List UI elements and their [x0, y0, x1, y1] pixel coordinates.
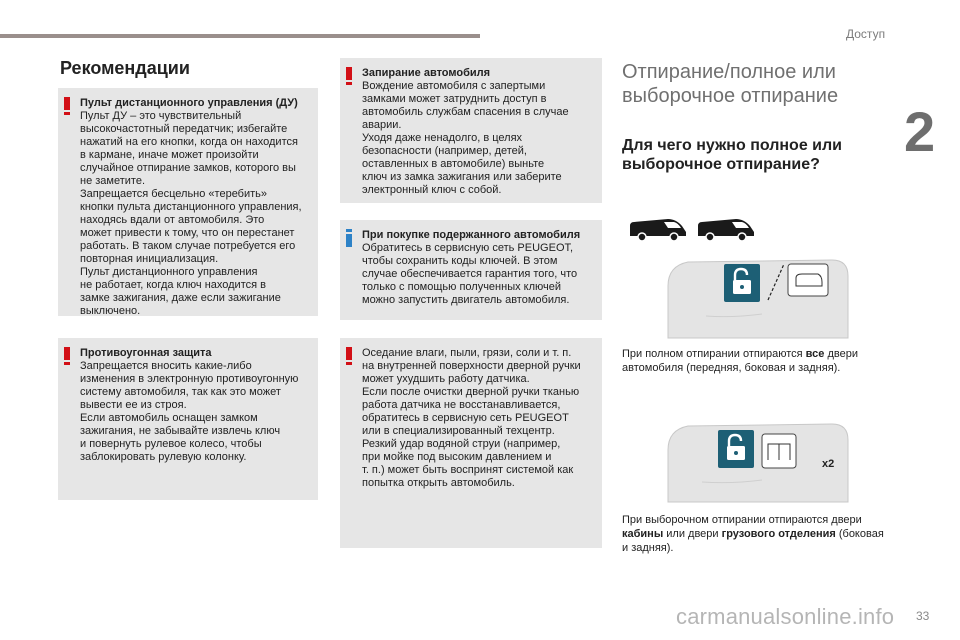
box-title: Противоугонная защита	[80, 347, 212, 359]
warning-mark-icon	[346, 67, 352, 85]
box-body: Оседание влаги, пыли, грязи, соли и т. п. на внутренней поверхности дверной ручки может ухудшить работу датчика. Если после очистки дверной ручки тканью работа датчика не восстанавливается, обратитесь в сервисную сеть PEUGEOT или в специализированный техцентр. Резкий удар водяной струи (например, при мойке под высоким давлением и т. п.) может быть воспринят системой как попытка открыть автомобиль.	[362, 347, 581, 489]
box-title: При покупке подержанного автомобиля	[362, 229, 581, 241]
box-body: Запрещается вносить какие-либо изменения в электронную противоугонную систему автомобиля, так как это может вывести ее из строя. Если автомобиль оснащен замком зажигания, не забывайте извлечь ключ и повернуть рулевое колесо, чтобы заблокировать рулевую колонку.	[80, 360, 299, 463]
box-body: Обратитесь в сервисную сеть PEUGEOT, чтобы сохранить коды ключей. В этом случае обеспечивается гарантия того, что только с помощью полученных ключей можно запустить двигатель автомобиля.	[362, 242, 578, 306]
full-unlocking-illustration	[662, 256, 852, 340]
van-icon	[698, 219, 754, 241]
box-body: Вождение автомобиля с запертыми замками может затруднить доступ в автомобиль службам спасения в случае аварии. Уходя даже ненадолго, в целях безопасности (например, детей, оставленных в автомобиле) выньте ключ из замка зажигания или заберите электронный ключ с собой.	[362, 80, 569, 196]
unlocking-subheading: Для чего нужно полное или выборочное отпирание?	[622, 137, 843, 173]
box-body: Пульт ДУ – это чувствительный высокочастотный передатчик; избегайте нажатий на его кнопки, когда он находится в кармане, иначе может произойти случайное отпирание замков, которого вы не заметите. Запрещается бесцельно «теребить» кнопки пульта дистанционного управления, находясь вдали от автомобиля. Это может привести к тому, что он перестанет работать. В таком случае потребуется его повторная инициализация. Пульт дистанционного управления не работает, когда ключ находится в замке зажигания, даже если зажигание выключено.	[80, 110, 302, 317]
selective-unlocking-caption: При выборочном отпирании отпираются двери кабины или двери грузового отделения (боковая и задняя).	[622, 514, 884, 554]
box-title: Пульт дистанционного управления (ДУ)	[80, 97, 298, 109]
recommendations-title: Рекомендации	[60, 58, 190, 78]
chapter-number: 2	[904, 100, 936, 163]
van-icon	[630, 219, 686, 241]
info-box-used-car	[340, 220, 602, 320]
header-bar	[0, 34, 480, 38]
warning-mark-icon	[346, 347, 352, 365]
warning-mark-icon	[64, 97, 70, 115]
watermark: carmanualsonline.info	[676, 604, 895, 629]
box-title: Запирание автомобиля	[362, 67, 491, 79]
warning-box-remote	[58, 88, 318, 316]
info-mark-icon	[346, 229, 352, 247]
selective-unlocking-illustration	[662, 420, 852, 504]
warning-box-locking	[340, 58, 602, 203]
van-icons	[628, 214, 768, 244]
full-unlocking-caption: При полном отпирании отпираются все двери автомобиля (передняя, боковая и задняя).	[622, 348, 858, 374]
page-number: 33	[916, 609, 930, 623]
unlocking-heading: Отпирание/полное или выборочное отпирание	[622, 61, 839, 107]
warning-box-antitheft	[58, 338, 318, 500]
section-label: Доступ	[846, 27, 886, 41]
repeat-count-badge: x2	[822, 458, 835, 470]
warning-mark-icon	[64, 347, 70, 365]
warning-box-moisture	[340, 338, 602, 548]
